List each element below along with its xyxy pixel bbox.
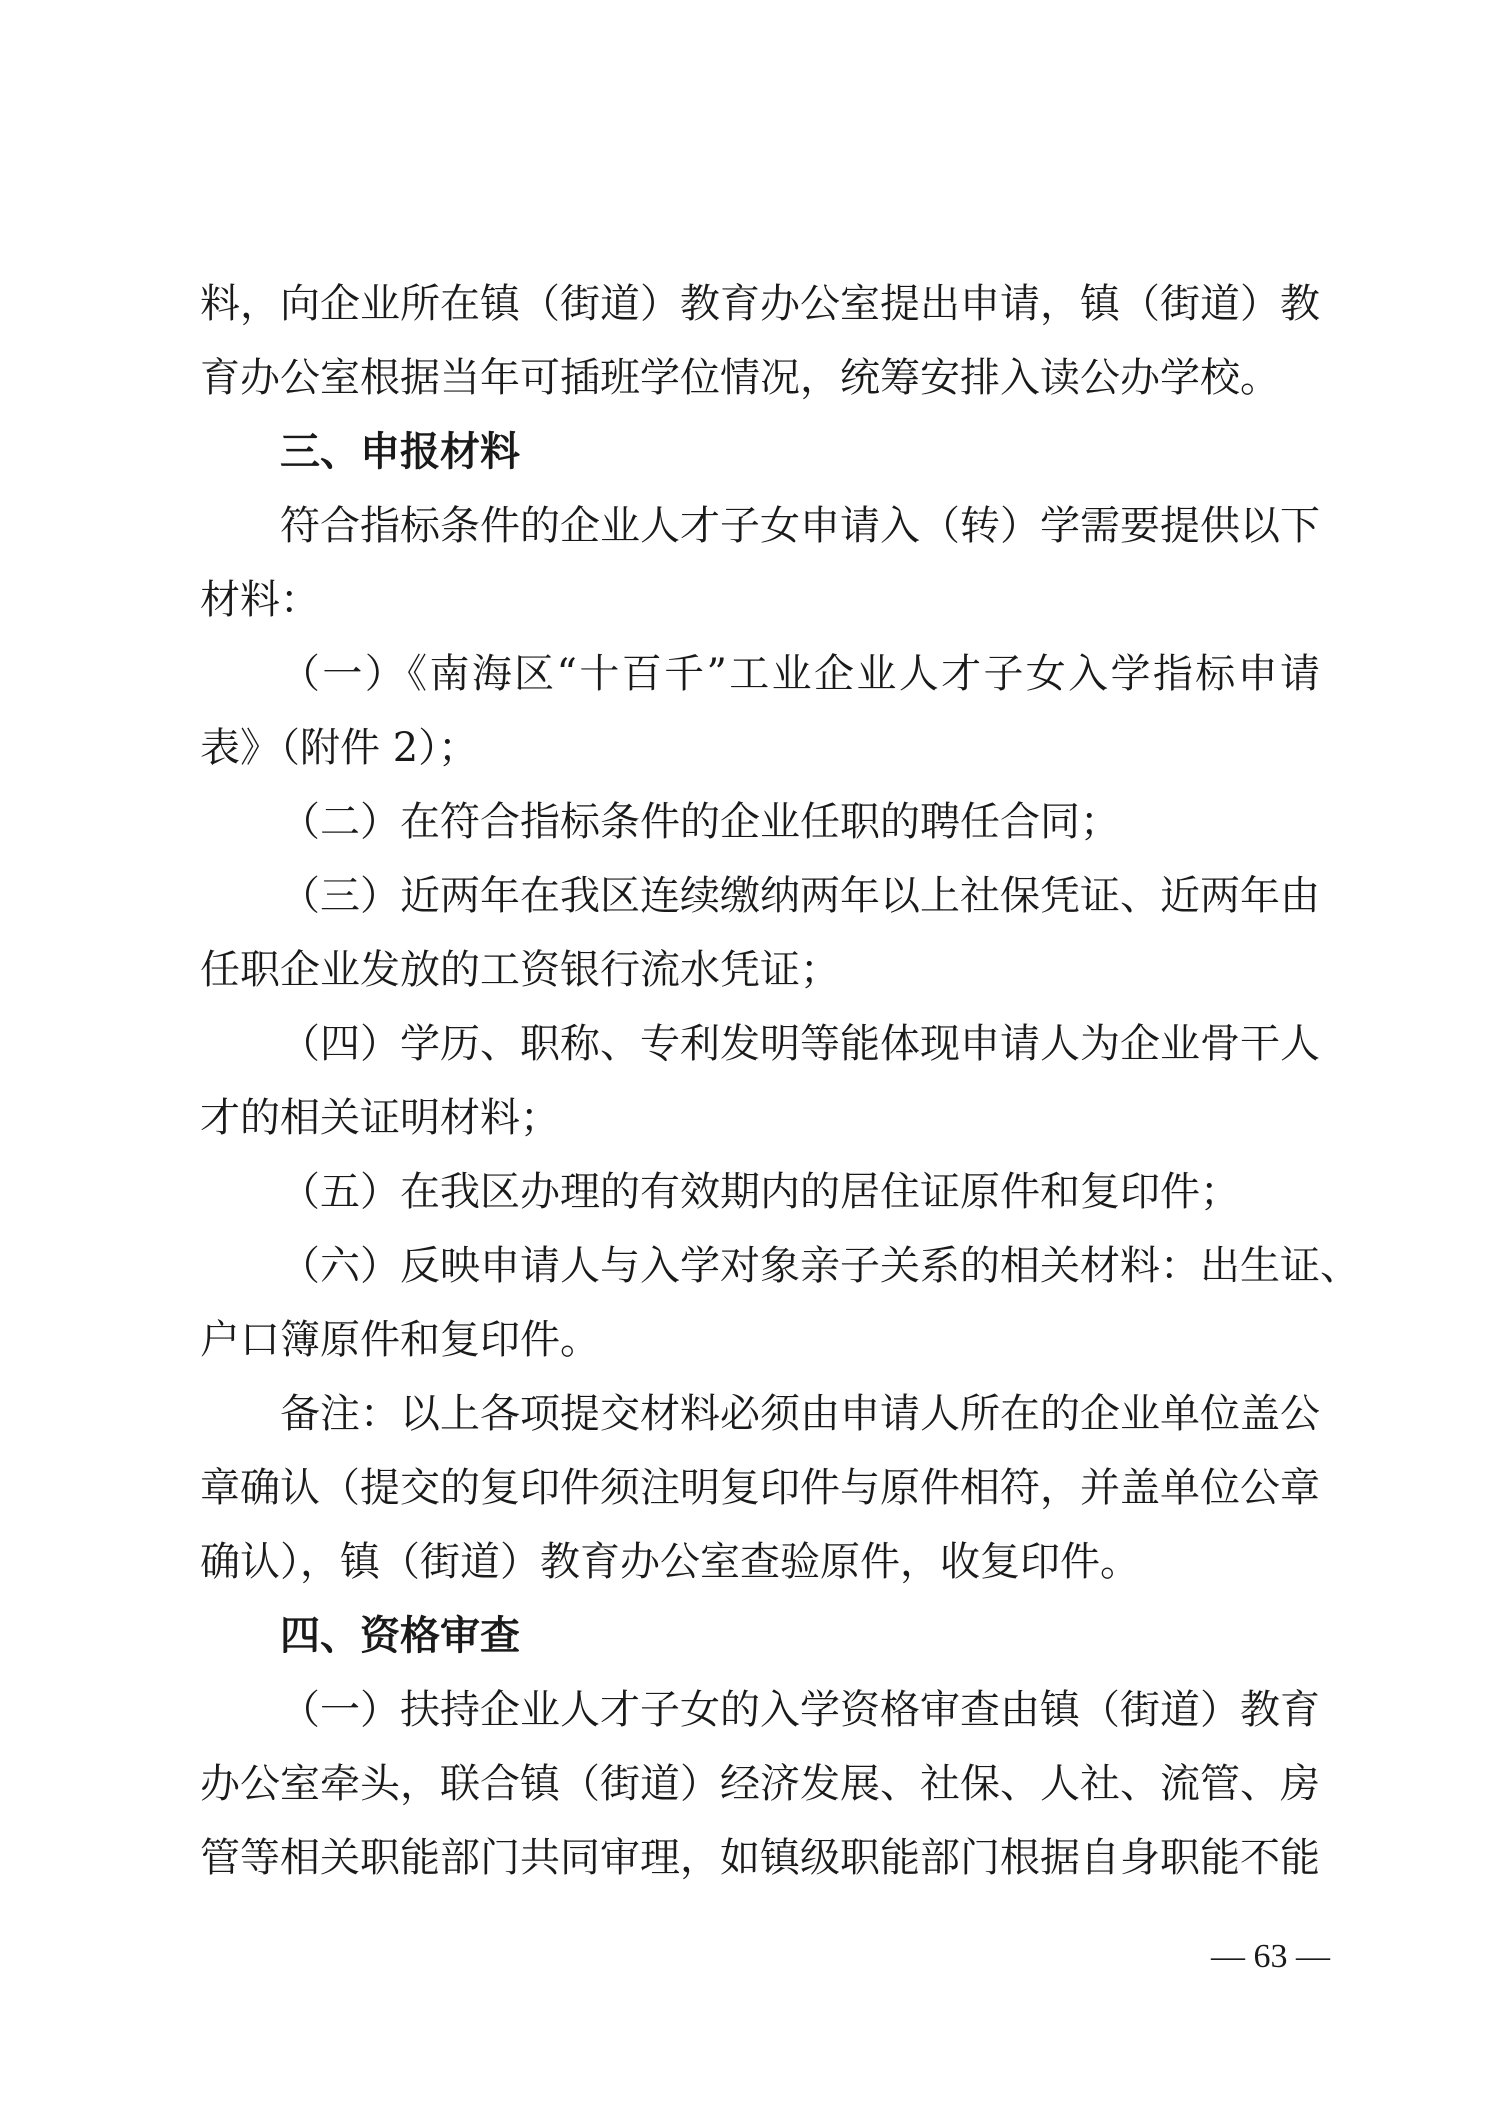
list-item-line: 户口簿原件和复印件。 (200, 1317, 600, 1363)
body-line: 材料： (200, 577, 320, 623)
list-item-line: （一）《南海区“十百千”工业企业人才子女入学指标申请 (280, 651, 1320, 697)
body-line: 育办公室根据当年可插班学位情况，统筹安排入读公办学校。 (200, 355, 1280, 401)
body-line: 管等相关职能部门共同审理，如镇级职能部门根据自身职能不能 (200, 1835, 1320, 1881)
page-number: — 63 — (1211, 1938, 1330, 1975)
body-line: （一）扶持企业人才子女的入学资格审查由镇（街道）教育 (280, 1687, 1320, 1733)
section-heading: 三、申报材料 (280, 429, 520, 475)
list-item-line: （四）学历、职称、专利发明等能体现申请人为企业骨干人 (280, 1021, 1320, 1067)
section-heading: 四、资格审查 (280, 1613, 520, 1659)
list-item-line: 表》（附件 2）； (200, 725, 479, 771)
list-item-line: 才的相关证明材料； (200, 1095, 560, 1141)
list-item-line: 任职企业发放的工资银行流水凭证； (200, 947, 840, 993)
body-line: 符合指标条件的企业人才子女申请入（转）学需要提供以下 (280, 503, 1320, 549)
body-line: 办公室牵头，联合镇（街道）经济发展、社保、人社、流管、房 (200, 1761, 1320, 1807)
list-item-line: （二）在符合指标条件的企业任职的聘任合同； (280, 799, 1120, 845)
body-line: 料，向企业所在镇（街道）教育办公室提出申请，镇（街道）教 (200, 281, 1320, 327)
note-line: 备注：以上各项提交材料必须由申请人所在的企业单位盖公 (280, 1391, 1320, 1437)
note-line: 章确认（提交的复印件须注明复印件与原件相符，并盖单位公章 (200, 1465, 1320, 1511)
list-item-line: （五）在我区办理的有效期内的居住证原件和复印件； (280, 1169, 1240, 1215)
list-item-line: （三）近两年在我区连续缴纳两年以上社保凭证、近两年由 (280, 873, 1320, 919)
note-line: 确认），镇（街道）教育办公室查验原件，收复印件。 (200, 1539, 1140, 1585)
list-item-line: （六）反映申请人与入学对象亲子关系的相关材料：出生证、 (280, 1243, 1360, 1289)
